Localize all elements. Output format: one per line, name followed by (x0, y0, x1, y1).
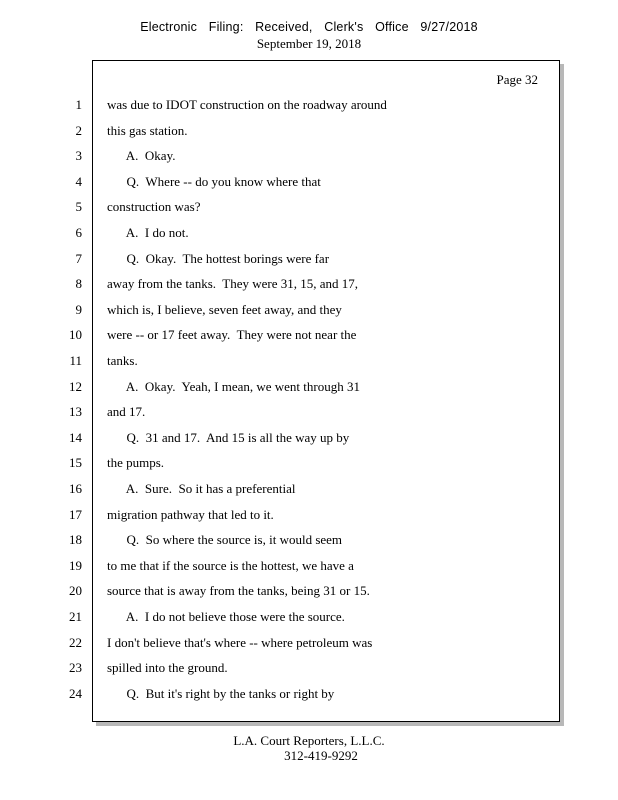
transcript-line (0, 95, 618, 115)
line-text: source that is away from the tanks, being 31 or 15. (107, 583, 370, 599)
filing-date: September 19, 2018 (256, 36, 362, 51)
line-text: away from the tanks. They were 31, 15, and 17, (107, 276, 359, 292)
line-number: 16 (69, 481, 82, 496)
line-number: 5 (75, 199, 82, 215)
footer-company: L.A. Court Reporters, L.L.C. (233, 733, 385, 748)
transcript-line (0, 249, 618, 269)
line-text: A. Sure. So it has a preferential (107, 481, 296, 496)
line-text: A. Okay. Yeah, I mean, we went through 31 (107, 378, 360, 394)
line-number: 20 (69, 583, 82, 599)
transcript-line (0, 453, 618, 473)
line-number: 24 (69, 685, 82, 701)
page-number: Page 32 (496, 72, 538, 87)
line-number: 3 (75, 148, 82, 164)
line-text: Q. 31 and 17. And 15 is all the way up by (107, 429, 350, 445)
transcript-line (0, 300, 618, 320)
line-number: 18 (69, 532, 82, 548)
line-text: which is, I believe, seven feet away, and they (107, 301, 342, 317)
line-text: to me that if the source is the hottest, we have a (107, 557, 354, 573)
line-number: 22 (69, 634, 82, 650)
line-number: 7 (75, 250, 82, 266)
line-number: 4 (75, 173, 82, 189)
transcript-line (0, 274, 618, 294)
line-text: this gas station. (107, 122, 188, 138)
transcript-line (0, 556, 618, 576)
transcript-line (0, 428, 618, 448)
transcript-line (0, 197, 618, 217)
line-number: 6 (75, 225, 82, 240)
line-text: A. I do not believe those were the source. (107, 609, 345, 624)
line-text: construction was? (107, 199, 201, 215)
line-text: Q. Okay. The hottest borings were far (107, 250, 330, 266)
transcript-line (0, 607, 618, 627)
line-number: 15 (69, 455, 82, 471)
line-text: and 17. (107, 404, 146, 420)
transcript-line (0, 351, 618, 371)
line-text: A. Okay. (107, 148, 176, 164)
line-number: 14 (69, 429, 82, 445)
line-number: 2 (75, 122, 82, 138)
line-number: 10 (69, 327, 82, 343)
transcript-line (0, 377, 618, 397)
line-text: migration pathway that led to it. (107, 506, 274, 522)
transcript-line (0, 223, 618, 243)
transcript-line (0, 658, 618, 678)
transcript-line (0, 505, 618, 525)
transcript-line (0, 530, 618, 550)
line-text: were -- or 17 feet away. They were not near the (107, 327, 357, 343)
line-number: 11 (69, 353, 82, 368)
line-number: 21 (69, 609, 82, 624)
line-number: 13 (69, 404, 82, 420)
line-number: 23 (69, 660, 82, 676)
line-number: 9 (75, 301, 82, 317)
line-text: Q. But it's right by the tanks or right by (107, 685, 335, 701)
line-text: the pumps. (107, 455, 165, 471)
transcript-line (0, 146, 618, 166)
line-text: A. I do not. (107, 225, 189, 240)
line-number: 17 (69, 506, 82, 522)
line-text: Q. So where the source is, it would seem (107, 532, 343, 548)
transcript-line (0, 172, 618, 192)
line-number: 12 (69, 378, 82, 394)
transcript-line (0, 325, 618, 345)
filing-stamp: Electronic Filing: Received, Clerk's Office 9/27/2018 (140, 20, 478, 34)
footer-phone: 312-419-9292 (284, 748, 358, 763)
transcript-line (0, 684, 618, 704)
line-text: Q. Where -- do you know where that (107, 173, 321, 189)
line-number: 19 (69, 557, 82, 573)
line-text: spilled into the ground. (107, 660, 228, 676)
transcript-line (0, 633, 618, 653)
transcript-line (0, 581, 618, 601)
line-text: was due to IDOT construction on the roadway around (107, 97, 387, 112)
transcript-line (0, 121, 618, 141)
line-number: 8 (75, 276, 82, 292)
line-number: 1 (75, 97, 82, 112)
line-text: tanks. (107, 353, 138, 368)
line-text: I don't believe that's where -- where petroleum was (107, 634, 373, 650)
transcript-line (0, 402, 618, 422)
transcript-line (0, 479, 618, 499)
